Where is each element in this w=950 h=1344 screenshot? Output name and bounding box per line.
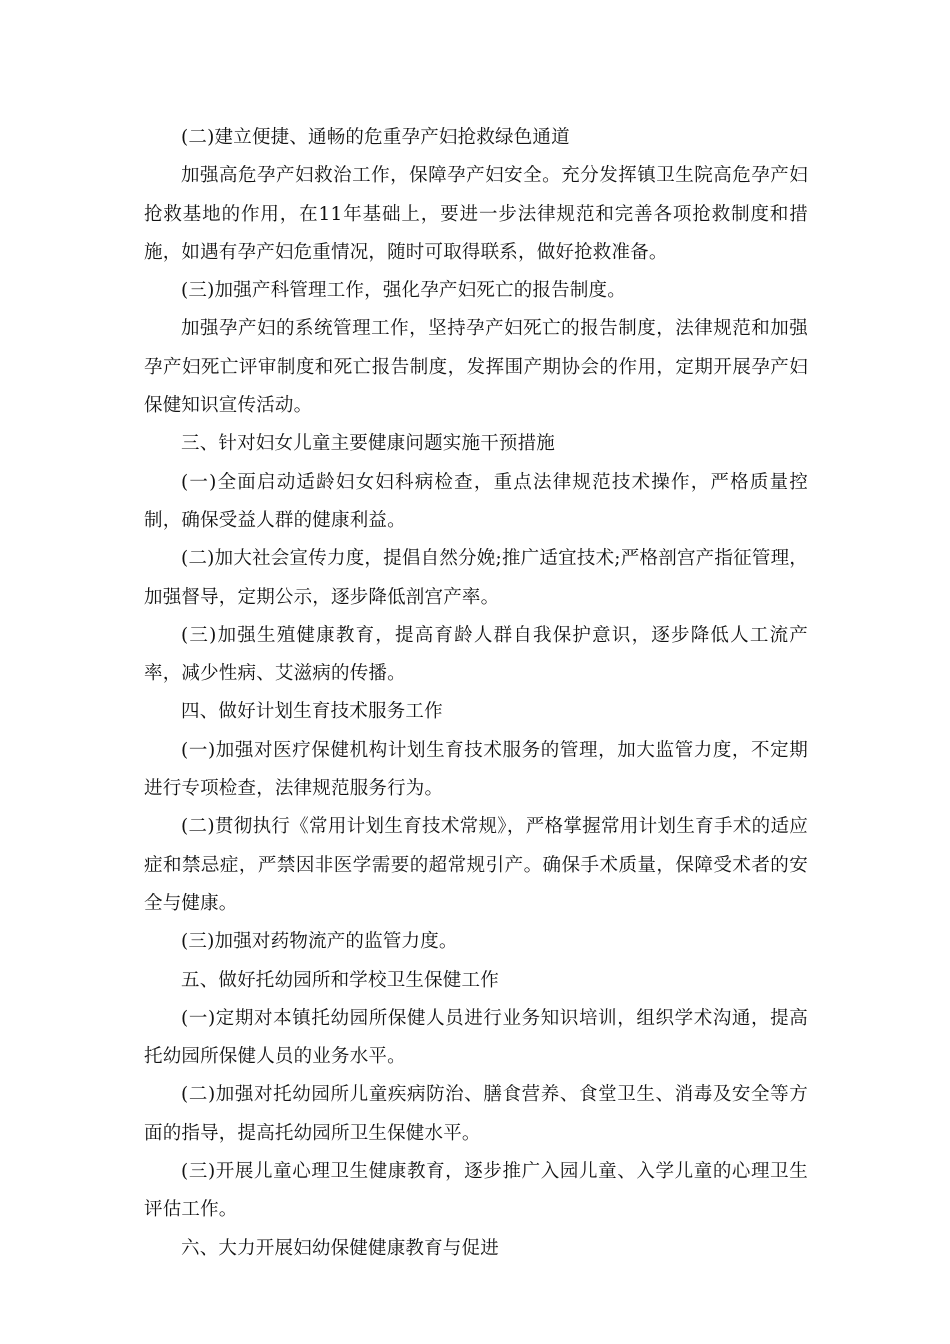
paragraph-section-2-2-heading: (二)建立便捷、通畅的危重孕产妇抢救绿色通道	[181, 127, 570, 148]
section-heading-3: 三、针对妇女儿童主要健康问题实施干预措施	[181, 433, 556, 455]
document-page	[144, 119, 808, 1268]
paragraph-mental-health: (三)开展儿童心理卫生健康教育，逐步推广入园儿童、入学儿童的心理卫生评估工作。	[144, 1161, 808, 1221]
paragraph-natural-birth: (二)加大社会宣传力度，提倡自然分娩;推广适宜技术;严格剖宫产指征管理，加强督导，定期公示，逐步降低剖宫产率。	[144, 548, 808, 608]
paragraph-system-management: 加强孕产妇的系统管理工作，坚持孕产妇死亡的报告制度，法律规范和加强孕产妇死亡评审制度和死亡报告制度，发挥围产期协会的作用，定期开展孕产妇保健知识宣传活动。	[144, 318, 808, 417]
paragraph-staff-training: (一)定期对本镇托幼园所保健人员进行业务知识培训，组织学术沟通，提高托幼园所保健人员的业务水平。	[144, 1007, 808, 1068]
paragraph-reproductive-health: (三)加强生殖健康教育，提高育龄人群自我保护意识，逐步降低人工流产率，减少性病、艾滋病的传播。	[144, 624, 808, 685]
paragraph-kindergarten-guidance: (二)加强对托幼园所儿童疾病防治、膳食营养、食堂卫生、消毒及安全等方面的指导，提高托幼园所卫生保健水平。	[144, 1084, 808, 1144]
paragraph-service-management: (一)加强对医疗保健机构计划生育技术服务的管理，加大监管力度，不定期进行专项检查，法律规范服务行为。	[144, 739, 808, 800]
paragraph-gynecological-check: (一)全面启动适龄妇女妇科病检查，重点法律规范技术操作，严格质量控制，确保受益人群的健康利益。	[144, 471, 808, 531]
paragraph-technical-routine: (二)贯彻执行《常用计划生育技术常规》，严格掌握常用计划生育手术的适应症和禁忌症，严禁因非医学需要的超常规引产。确保手术质量，保障受术者的安全与健康。	[144, 816, 808, 914]
paragraph-section-2-3-heading: (三)加强产科管理工作，强化孕产妇死亡的报告制度。	[181, 280, 626, 302]
section-heading-5: 五、做好托幼园所和学校卫生保健工作	[181, 969, 499, 991]
paragraph-high-risk-rescue: 加强高危孕产妇救治工作，保障孕产妇安全。充分发挥镇卫生院高危孕产妇抢救基地的作用，在11年基础上，要进一步法律规范和完善各项抢救制度和措施，如遇有孕产妇危重情况，随时可取得联系，做好抢救准备。	[144, 165, 808, 263]
paragraph-drug-abortion: (三)加强对药物流产的监管力度。	[181, 931, 458, 953]
section-heading-6: 六、大力开展妇幼保健健康教育与促进	[181, 1237, 499, 1259]
section-heading-4: 四、做好计划生育技术服务工作	[181, 701, 443, 723]
